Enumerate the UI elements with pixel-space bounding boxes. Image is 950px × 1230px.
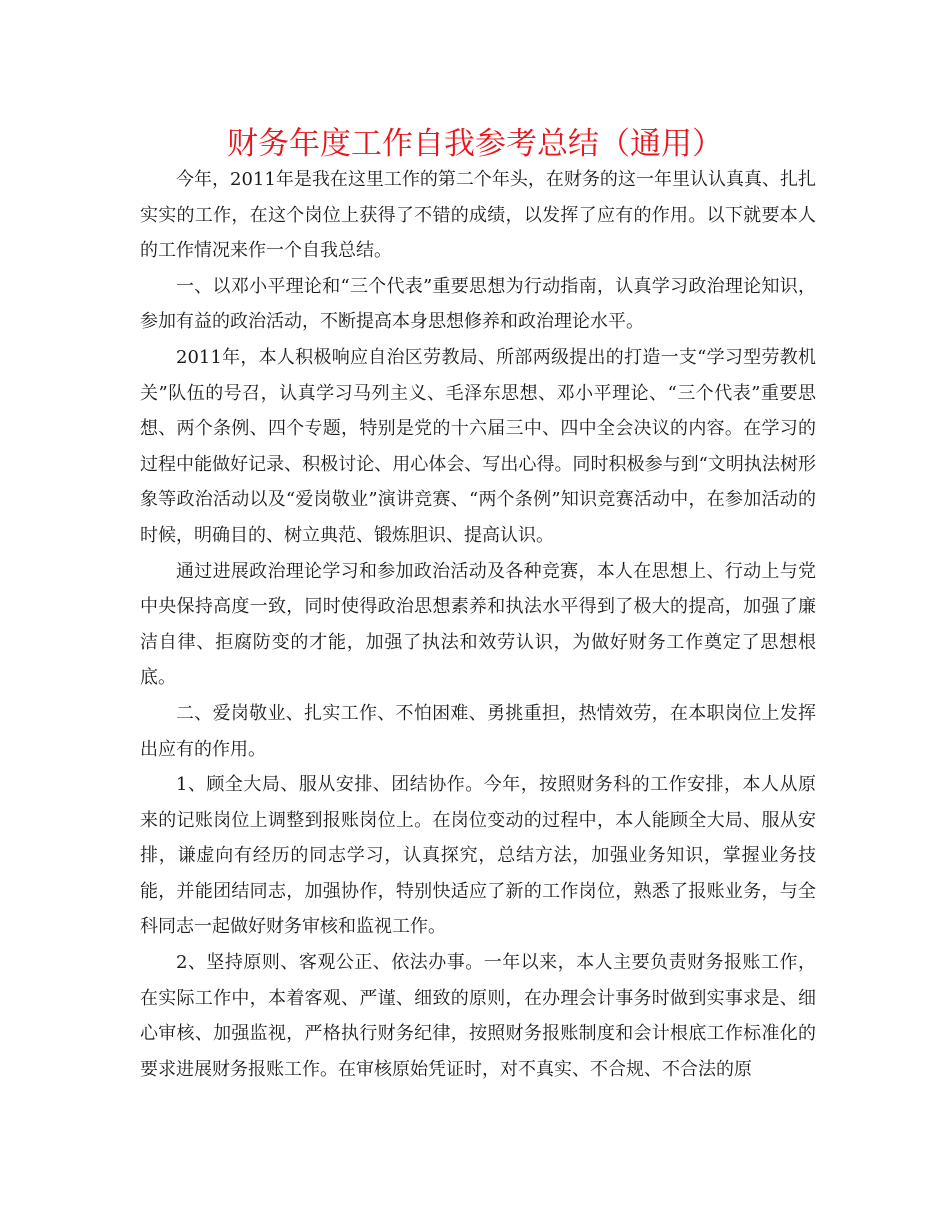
paragraph-study: 2011年，本人积极响应自治区劳教局、所部两级提出的打造一支“学习型劳教机关”队伍的号召，认真学习马列主义、毛泽东思想、邓小平理论、“三个代表”重要思想、两个条例、四个专题，特别是党的十六届三中、四中全会决议的内容。在学习的过程中能做好记录、积极讨论、用心体会、写出心得。同时积极参与到“文明执法树形象等政治活动以及“爱岗敬业”演讲竞赛、“两个条例”知识竞赛活动中，在参加活动的时候，明确目的、树立典范、锻炼胆识、提高认识。	[140, 346, 816, 546]
document-body	[140, 162, 816, 1087]
paragraph-intro: 今年，2011年是我在这里工作的第二个年头，在财务的这一年里认认真真、扎扎实实的工作，在这个岗位上获得了不错的成绩，以发挥了应有的作用。以下就要本人的工作情况来作一个自我总结。	[140, 169, 816, 262]
paragraph-item-1: 1、顾全大局、服从安排、团结协作。今年，按照财务科的工作安排，本人从原来的记账岗位上调整到报账岗位上。在岗位变动的过程中，本人能顾全大局、服从安排，谦虚向有经历的同志学习，认真探究，总结方法，加强业务知识，掌握业务技能，并能团结同志，加强协作，特别快适应了新的工作岗位，熟悉了报账业务，与全科同志一起做好财务审核和监视工作。	[140, 774, 816, 938]
document-title: 财务年度工作自我参考总结（通用）	[227, 126, 723, 162]
paragraph-result: 通过进展政治理论学习和参加政治活动及各种竞赛，本人在思想上、行动上与党中央保持高度一致，同时使得政治思想素养和执法水平得到了极大的提高，加强了廉洁自律、拒腐防变的才能，加强了执法和效劳认识，为做好财务工作奠定了思想根底。	[140, 560, 816, 689]
paragraph-section-2: 二、爱岗敬业、扎实工作、不怕困难、勇挑重担，热情效劳，在本职岗位上发挥出应有的作用。	[140, 702, 816, 760]
paragraph-section-1: 一、以邓小平理论和“三个代表”重要思想为行动指南，认真学习政治理论知识，参加有益的政治活动，不断提高本身思想修养和政治理论水平。	[140, 275, 816, 333]
paragraph-item-2: 2、坚持原则、客观公正、依法办事。一年以来，本人主要负责财务报账工作，在实际工作中，本着客观、严谨、细致的原则，在办理会计事务时做到实事求是、细心审核、加强监视，严格执行财务纪律，按照财务报账制度和会计根底工作标准化的要求进展财务报账工作。在审核原始凭证时，对不真实、不合规、不合法的原	[140, 952, 816, 1080]
